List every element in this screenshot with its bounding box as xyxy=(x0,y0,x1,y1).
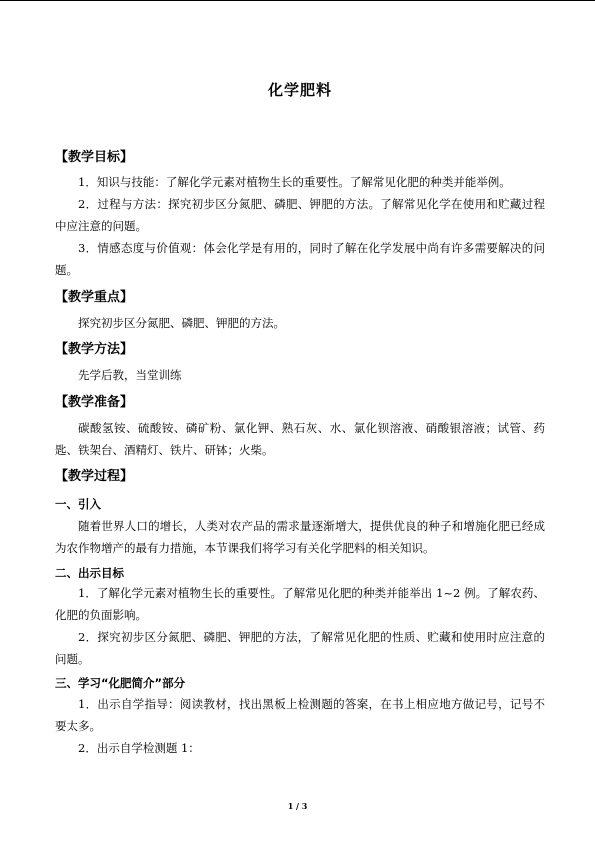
goal-item-1: 1．知识与技能：了解化学元素对植物生长的重要性。了解常见化肥的种类并能举例。 xyxy=(78,175,511,189)
key-points-heading: 【教学重点】 xyxy=(55,290,134,305)
goals-heading: 【教学目标】 xyxy=(55,150,134,165)
process-heading: 【教学过程】 xyxy=(55,469,134,484)
intro-title: 一、引入 xyxy=(55,497,101,511)
methods-text: 先学后教，当堂训练 xyxy=(78,368,182,382)
objective-item-2: 2．探究初步区分氮肥、磷肥、钾肥的方法，了解常见化肥的性质、贮藏和使用时应注意的问题。 xyxy=(55,630,545,666)
study-item-1: 1．出示自学指导：阅读教材，找出黑板上检测题的答案，在书上相应地方做记号，记号不要太多。 xyxy=(55,697,545,733)
study-item-2: 2．出示自学检测题 1： xyxy=(78,741,200,755)
goal-item-3: 3．情感态度与价值观：体会化学是有用的，同时了解在化学发展中尚有许多需要解决的问题。 xyxy=(55,241,545,277)
goal-item-2: 2．过程与方法：探究初步区分氮肥、磷肥、钾肥的方法。了解常见化学在使用和贮藏过程中应注意的问题。 xyxy=(55,197,545,233)
top-rule xyxy=(0,0,595,1)
key-points-text: 探究初步区分氮肥、磷肥、钾肥的方法。 xyxy=(78,316,285,330)
document-title: 化学肥料 xyxy=(267,81,332,99)
study-title: 三、学习“化肥简介”部分 xyxy=(55,676,186,690)
preparation-heading: 【教学准备】 xyxy=(55,395,134,410)
intro-text: 随着世界人口的增长，人类对农产品的需求量逐渐增大，提供优良的种子和增施化肥已经成为农作物增产的最有力措施，本节课我们将学习有关化学肥料的相关知识。 xyxy=(55,519,545,555)
methods-heading: 【教学方法】 xyxy=(55,342,134,357)
page-number: 1 / 3 xyxy=(287,801,308,811)
preparation-text: 碳酸氢铵、硫酸铵、磷矿粉、氯化钾、熟石灰、水、氯化钡溶液、硝酸银溶液；试管、药匙、铁架台、酒精灯、铁片、研钵；火柴。 xyxy=(55,421,545,457)
objectives-title: 二、出示目标 xyxy=(55,566,124,580)
objective-item-1: 1．了解化学元素对植物生长的重要性。了解常见化肥的种类并能举出 1~2 例。了解农药、化肥的负面影响。 xyxy=(55,586,545,622)
